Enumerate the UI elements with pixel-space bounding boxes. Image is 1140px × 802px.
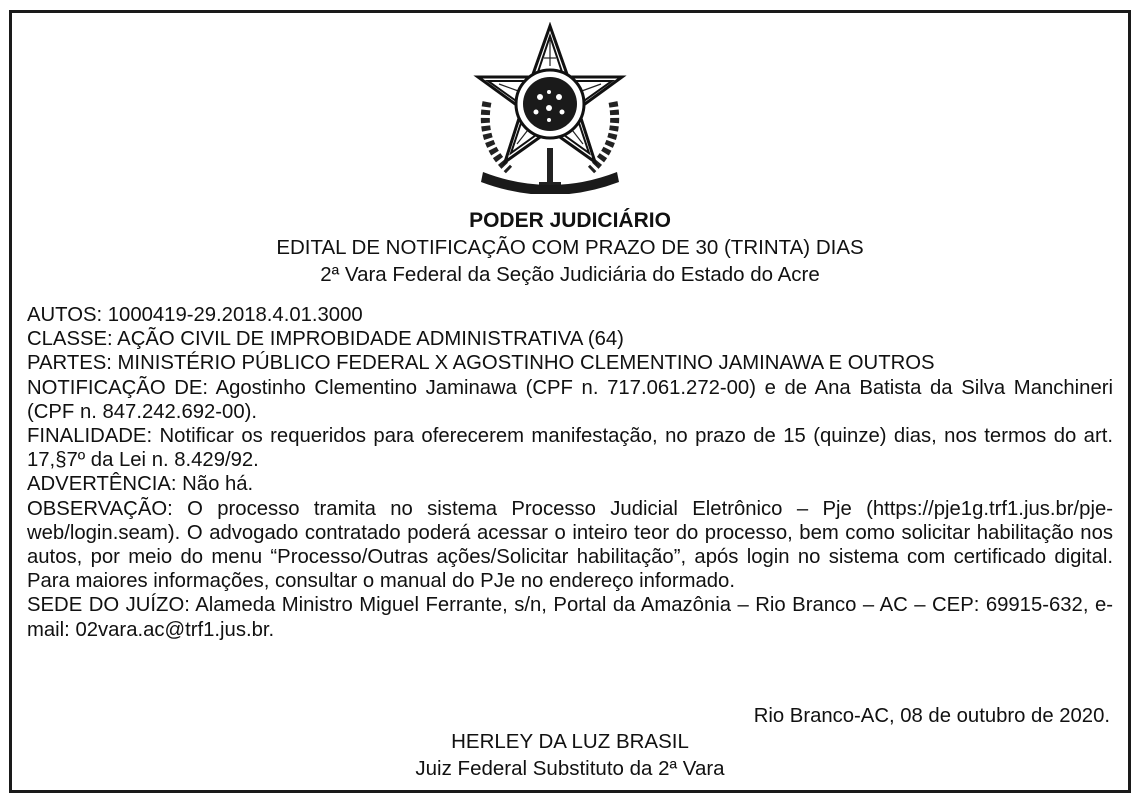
sede-paragraph: SEDE DO JUÍZO: Alameda Ministro Miguel Ferrante, s/n, Portal da Amazônia – Rio Branco – AC – CEP: 69915-632, e-mail: 02vara.ac@trf1.jus.br.: [27, 594, 1113, 641]
coat-of-arms-icon: [469, 22, 631, 194]
partes-line: PARTES: MINISTÉRIO PÚBLICO FEDERAL X AGOSTINHO CLEMENTINO JAMINAWA E OUTROS: [27, 352, 935, 375]
finalidade-paragraph: FINALIDADE: Notificar os requeridos para oferecerem manifestação, no prazo de 15 (quinze) dias, nos termos do art. 17,§7º da Lei n. 8.429/92.: [27, 425, 1113, 472]
court-name: 2ª Vara Federal da Seção Judiciária do Estado do Acre: [320, 263, 820, 286]
judge-role: Juiz Federal Substituto da 2ª Vara: [415, 757, 725, 780]
judge-name: HERLEY DA LUZ BRASIL: [451, 730, 689, 753]
classe-line: CLASSE: AÇÃO CIVIL DE IMPROBIDADE ADMINISTRATIVA (64): [27, 328, 624, 351]
observacao-paragraph: OBSERVAÇÃO: O processo tramita no sistema Processo Judicial Eletrônico – Pje (https://pje1g.trf1.jus.br/pje-web/login.seam). O advogado contratado poderá acessar o inteiro teor do processo, bem como solicitar habilitação nos autos, por meio do menu “Processo/Outras ações/Solicitar habilitação”, após login no sistema com certificado digital. Para maiores informações, consultar o manual do PJe no endereço informado.: [27, 497, 1113, 593]
date-line: Rio Branco-AC, 08 de outubro de 2020.: [753, 705, 1110, 727]
notificacao-paragraph: NOTIFICAÇÃO DE: Agostinho Clementino Jaminawa (CPF n. 717.061.272-00) e de Ana Batista da Silva Manchineri (CPF n. 847.242.692-00).: [27, 376, 1113, 423]
advertencia-line: ADVERTÊNCIA: Não há.: [27, 473, 254, 496]
edital-subtitle: EDITAL DE NOTIFICAÇÃO COM PRAZO DE 30 (TRINTA) DIAS: [276, 236, 864, 259]
autos-line: AUTOS: 1000419-29.2018.4.01.3000: [27, 304, 363, 326]
document-title: PODER JUDICIÁRIO: [469, 209, 671, 232]
document-body: [27, 303, 1113, 642]
